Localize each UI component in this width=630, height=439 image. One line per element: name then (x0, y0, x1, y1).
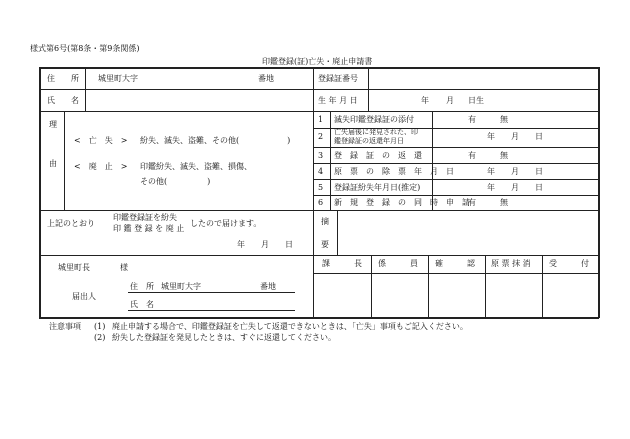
notice-suffix: したので届けます。 (190, 219, 262, 228)
summary-field[interactable] (339, 212, 597, 254)
address-town[interactable]: 城里町大字 (98, 74, 138, 83)
checklist-label: 滅失印鑑登録証の添付 (334, 115, 414, 124)
stamp-confirm: 確 認 (435, 259, 475, 268)
note-2-number: (2) (94, 333, 106, 342)
summary-label-top: 摘 (321, 217, 329, 226)
reason-abolish-other[interactable]: その他( ) (140, 177, 211, 186)
checklist-label: 登録証紛失年月日(推定) (334, 183, 421, 192)
birthdate-day[interactable]: 日生 (468, 96, 484, 105)
checklist-label: 登 録 証 の 返 還 (334, 151, 422, 160)
checklist-no: 4 (318, 167, 324, 176)
name-field[interactable] (87, 91, 311, 110)
notifier-address-banchi: 番地 (260, 282, 276, 291)
birthdate-month[interactable]: 月 (446, 96, 454, 105)
notifier-name-label: 氏 名 (130, 300, 154, 309)
checklist-label: 亡失届後に発見された、印 (334, 128, 418, 136)
checklist-value[interactable]: 有 無 (468, 198, 508, 207)
reason-label-top: 理 (49, 120, 57, 129)
notice-date[interactable]: 年 月 日 (237, 240, 293, 249)
checklist-no: 6 (318, 198, 324, 207)
form-id: 様式第6号(第8条・第9条関係) (30, 44, 140, 53)
registration-number-label: 登録証番号 (318, 74, 358, 83)
checklist-value[interactable]: 有 無 (468, 115, 508, 124)
honorific: 様 (120, 263, 128, 272)
stamp-staff: 係 員 (378, 259, 418, 268)
notifier-label: 届出人 (72, 292, 96, 301)
checklist-value[interactable]: 年 月 日 (487, 183, 543, 192)
checklist-label: 鑑登録証の返還年月日 (334, 137, 404, 145)
checklist-value[interactable]: 年 月 日 (487, 132, 543, 141)
reason-abolish-bracket[interactable]: < 廃 止 > (74, 162, 128, 171)
checklist-no: 3 (318, 151, 324, 160)
notice-option-abolish[interactable]: 印 鑑 登 録 を 廃 止 (113, 224, 185, 233)
checklist-value[interactable]: 有 無 (468, 151, 508, 160)
stamp-section-chief: 課 長 (322, 259, 362, 268)
checklist-label: 原 票 の 除 票 年 月 日 (334, 167, 454, 176)
notifier-address-town[interactable]: 城里町大字 (161, 282, 201, 291)
checklist-label: 新 規 登 録 の 同 時 申 請 (334, 198, 470, 207)
notice-option-lost[interactable]: 印鑑登録証を紛失 (113, 213, 177, 222)
stamp-record-deletion: 原 票 抹 消 (491, 259, 531, 268)
checklist-no: 5 (318, 183, 324, 192)
stamp-reception: 受 付 (549, 259, 589, 268)
note-1-number: (1) (94, 322, 106, 331)
page-title: 印鑑登録(証)亡失・廃止申請書 (262, 57, 373, 66)
reason-label-bottom: 由 (49, 159, 57, 168)
note-1: 廃止申請する場合で、印鑑登録証を亡失して返還できないときは、「亡失」事項もご記入ください。 (112, 322, 468, 331)
checklist-no: 1 (318, 115, 324, 124)
reason-lost-items[interactable]: 紛失、滅失、盗難、その他( ) (140, 136, 291, 145)
note-2: 紛失した登録証を発見したときは、すぐに返還してください。 (112, 333, 336, 342)
notifier-address-label: 住 所 (130, 282, 154, 291)
birthdate-year[interactable]: 年 (421, 96, 429, 105)
address-banchi: 番地 (258, 74, 274, 83)
town-chief: 城里町長 (58, 263, 90, 272)
reason-lost-bracket[interactable]: < 亡 失 > (74, 136, 128, 145)
name-label: 氏 名 (47, 96, 79, 105)
address-label: 住 所 (47, 74, 79, 83)
reason-abolish-items[interactable]: 印鑑紛失、滅失、盗難、損傷、 (140, 162, 252, 171)
checklist-value[interactable]: 年 月 日 (487, 167, 543, 176)
summary-label-bottom: 要 (321, 240, 329, 249)
checklist-no: 2 (318, 132, 324, 141)
registration-number-field[interactable] (370, 69, 596, 88)
birthdate-label: 生 年 月 日 (318, 96, 358, 105)
notes-label: 注意事項 (49, 322, 81, 331)
notice-prefix: 上記のとおり (47, 219, 95, 228)
